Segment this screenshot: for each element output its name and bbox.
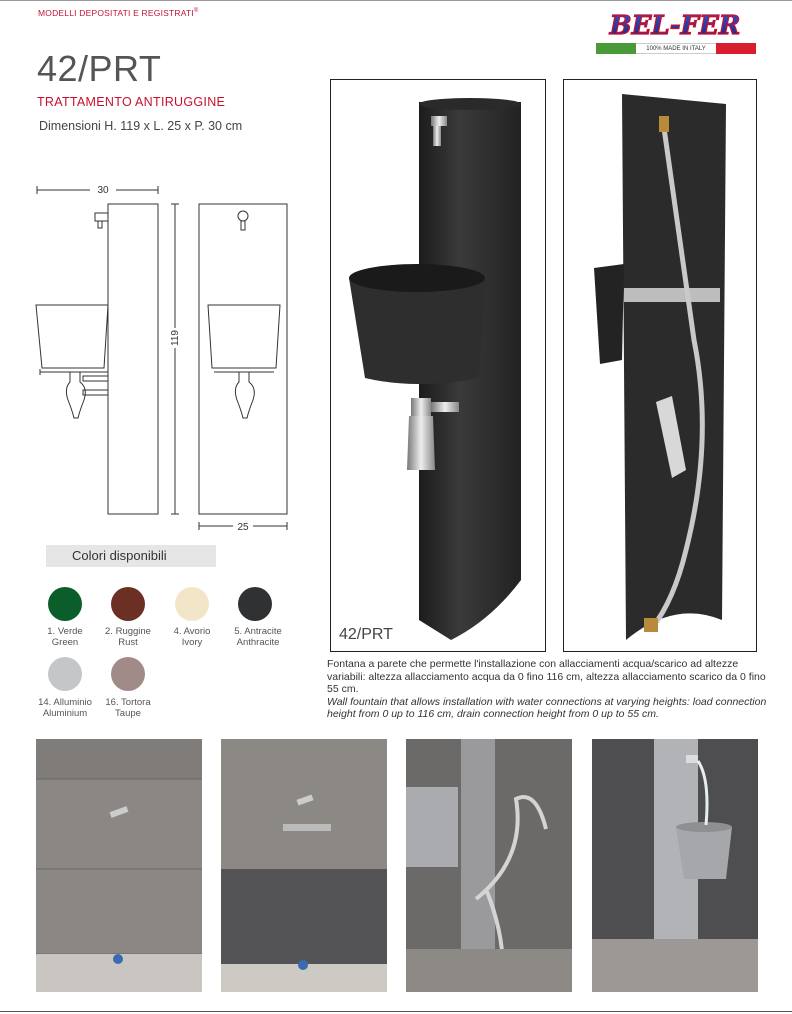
technical-drawing (28, 178, 298, 533)
treatment-label: TRATTAMENTO ANTIRUGGINE (37, 95, 226, 109)
install-photo-1 (36, 739, 202, 992)
fountain-back-illustration (564, 80, 756, 651)
flag-red (716, 43, 756, 54)
color-label-ivory: 4. Avorio Ivory (173, 626, 211, 648)
swatch-ivory (175, 587, 209, 621)
front-drain (235, 372, 254, 418)
install-photo-4 (592, 739, 758, 992)
swatch-taupe (111, 657, 145, 691)
side-view-column (108, 204, 158, 514)
swatch-green (48, 587, 82, 621)
product-code: 42/PRT (37, 48, 162, 89)
fountain-front-illustration (331, 80, 545, 651)
made-in-italy-bar (596, 43, 756, 54)
product-description (327, 658, 767, 721)
height-label: 119 (170, 330, 181, 346)
product-photo-back (563, 79, 757, 652)
registered-mark: ® (193, 8, 199, 15)
registered-models-note: MODELLI DEPOSITATI E REGISTRATI® (38, 8, 199, 18)
photo-product-code: 42/PRT (339, 626, 393, 643)
description-italian: Fontana a parete che permette l'installazione con allacciamenti acqua/scarico ad altezze variabili: altezza allacciamento acqua da 0 fino 116 cm, altezza allacciamento scarico da 0 fino 55 cm. (327, 658, 766, 695)
color-label-rust: 2. Ruggine Rust (105, 626, 151, 648)
front-view-column (199, 204, 287, 514)
width-label: 25 (237, 522, 249, 533)
side-basin (36, 305, 108, 368)
install-photo-2 (221, 739, 387, 992)
color-label-anthracite: 5. Antracite Anthracite (234, 626, 282, 648)
side-drain (66, 372, 85, 418)
made-in-italy-label: 100% MADE IN ITALY (636, 43, 716, 54)
colors-heading: Colori disponibili (46, 545, 216, 567)
swatch-anthracite (238, 587, 272, 621)
side-tap (95, 213, 108, 221)
swatch-aluminium (48, 657, 82, 691)
swatch-rust (111, 587, 145, 621)
description-english: Wall fountain that allows installation with water connections at varying heights: load connection height from 0 up to 116 cm, drain connection height from 0 up to 55 cm. (327, 695, 767, 720)
depth-label: 30 (97, 185, 109, 196)
color-label-taupe: 16. Tortora Taupe (105, 697, 151, 719)
color-label-green: 1. Verde Green (47, 626, 83, 648)
product-photo-front (330, 79, 546, 652)
dimensions-text: Dimensioni H. 119 x L. 25 x P. 30 cm (39, 119, 243, 133)
front-tap (238, 211, 248, 221)
top-rule (0, 0, 792, 1)
front-basin (208, 305, 280, 368)
flag-green (596, 43, 636, 54)
install-photo-3 (406, 739, 572, 992)
bottom-rule (0, 1011, 792, 1012)
color-label-aluminium: 14. Alluminio Aluminium (38, 697, 92, 719)
logo-text: BEL-FER (609, 11, 741, 41)
